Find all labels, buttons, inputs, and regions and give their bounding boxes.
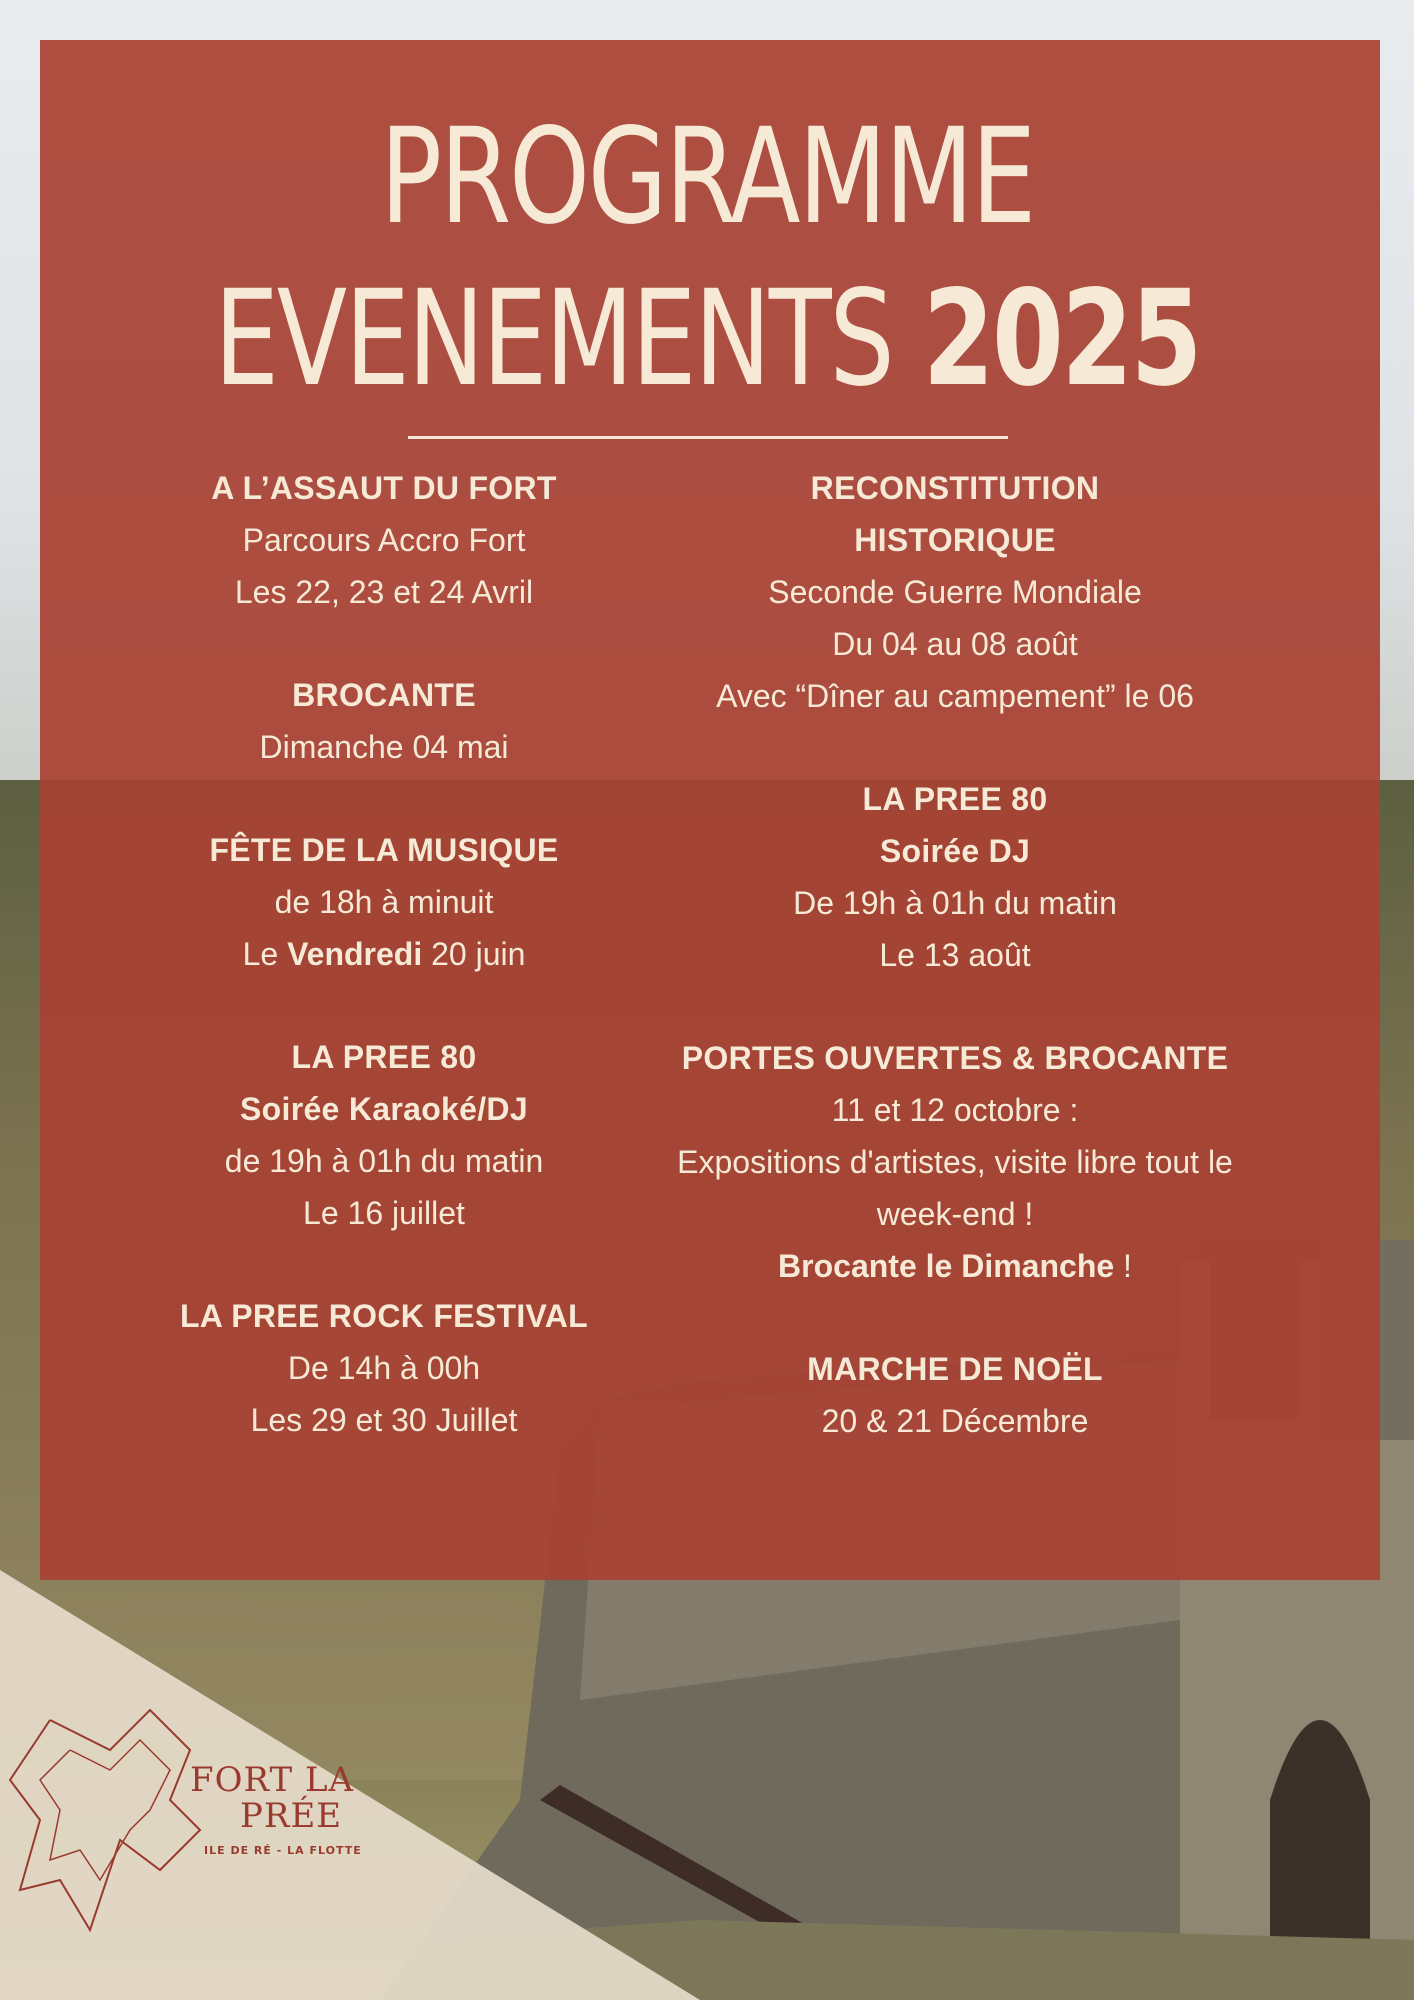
rich-post: ! [1114,1248,1132,1284]
rich-post: 20 juin [422,936,526,972]
event-line: Expositions d'artistes, visite libre tout le [677,1144,1233,1180]
event-line: Parcours Accro Fort [242,522,526,558]
event-line [76,928,692,980]
rich-pre: Le [242,936,288,972]
event-line: de 19h à 01h du matin [224,1143,544,1179]
event-heading: FÊTE DE LA MUSIQUE [209,832,559,868]
event-heading: PORTES OUVERTES & BROCANTE [681,1040,1229,1076]
event-subheading: HISTORIQUE [854,522,1056,558]
event-reconstitution [640,462,1270,722]
title-line-1: PROGRAMME [380,100,1034,254]
event-brocante [76,669,692,773]
title-divider [408,436,1008,439]
fort-la-pree-logo [0,1690,400,1950]
rich-bold: Vendredi [287,936,423,972]
event-heading: LA PREE ROCK FESTIVAL [179,1298,589,1334]
event-fete-musique [76,824,692,980]
event-subheading: Soirée DJ [879,833,1031,869]
event-line: 11 et 12 octobre : [831,1092,1079,1128]
event-heading: LA PREE 80 [291,1039,477,1075]
event-heading: RECONSTITUTION [810,470,1100,506]
event-line: Les 29 et 30 Juillet [250,1402,518,1438]
event-line [640,1240,1270,1292]
event-rock-festival [76,1290,692,1446]
left-column [76,462,692,1497]
title-line-2 [156,262,1259,416]
right-column [640,462,1270,1498]
event-line: Le 13 août [879,937,1031,973]
event-assaut [76,462,692,618]
event-heading: A L’ASSAUT DU FORT [211,470,557,506]
event-heading: LA PREE 80 [862,781,1048,817]
event-line: 20 & 21 Décembre [821,1403,1089,1439]
event-line: Dimanche 04 mai [259,729,509,765]
event-marche-noel [640,1343,1270,1447]
event-line: De 14h à 00h [287,1350,481,1386]
event-line: De 19h à 01h du matin [793,885,1117,921]
event-line: week-end ! [876,1196,1034,1232]
event-line: Les 22, 23 et 24 Avril [234,574,534,610]
event-line: Du 04 au 08 août [832,626,1078,662]
title-year: 2025 [922,262,1200,416]
rich-bold: Brocante le Dimanche [778,1248,1115,1284]
event-heading: MARCHE DE NOËL [807,1351,1103,1387]
title-events: EVENEMENTS [214,262,893,416]
logo-name-1: FORT LA [190,1760,355,1800]
logo-subtitle: ILE DE RÉ - LA FLOTTE [204,1844,362,1857]
event-subheading: Soirée Karaoké/DJ [240,1091,528,1127]
event-portes-ouvertes [640,1032,1270,1292]
event-line: Seconde Guerre Mondiale [768,574,1142,610]
logo-name-2: PRÉE [240,1796,343,1836]
event-line: de 18h à minuit [274,884,494,920]
event-line: Avec “Dîner au campement” le 06 [716,678,1194,714]
event-pree80-karaoke [76,1031,692,1239]
event-line: Le 16 juillet [303,1195,465,1231]
event-heading: BROCANTE [292,677,476,713]
event-pree80-dj [640,773,1270,981]
